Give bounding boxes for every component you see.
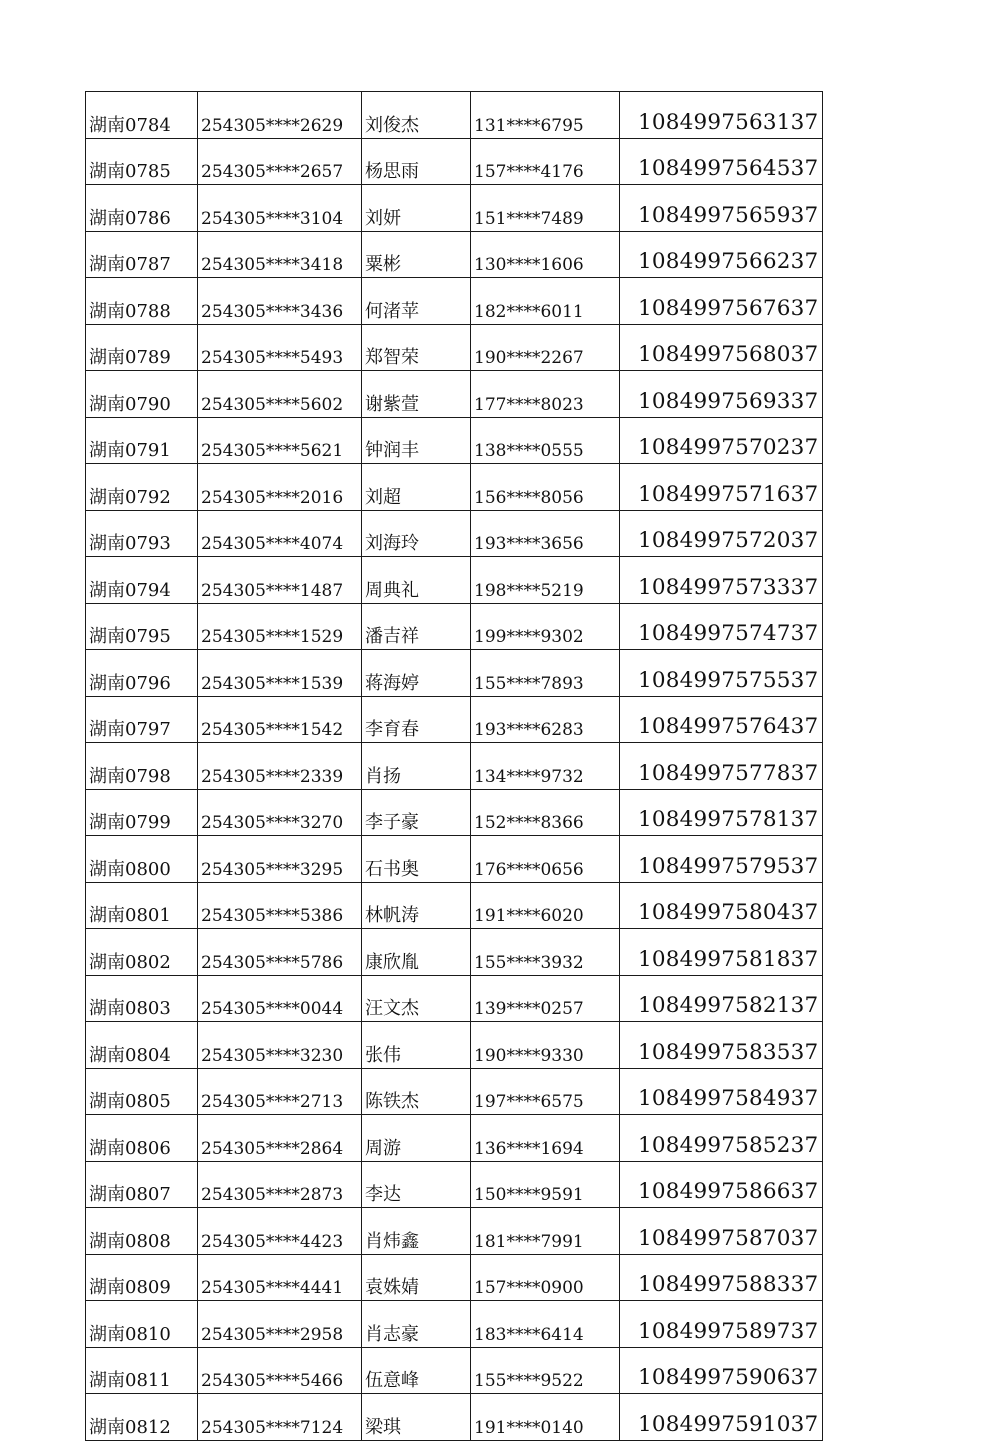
- record-code-cell: 湖南0795: [86, 603, 198, 650]
- tracking-number-cell: 1084997566237: [620, 231, 823, 278]
- person-name-cell: 潘吉祥: [362, 603, 471, 650]
- table-row: [86, 92, 823, 139]
- masked-id-cell: 254305****4423: [198, 1208, 362, 1255]
- tracking-number-cell: 1084997590637: [620, 1347, 823, 1394]
- masked-id-cell: 254305****2864: [198, 1115, 362, 1162]
- table-row: [86, 464, 823, 511]
- record-code-cell: 湖南0786: [86, 185, 198, 232]
- table-row: [86, 789, 823, 836]
- record-code-cell: 湖南0785: [86, 138, 198, 185]
- tracking-number-cell: 1084997563137: [620, 92, 823, 139]
- masked-id-cell: 254305****1487: [198, 557, 362, 604]
- masked-phone-cell: 181****7991: [471, 1208, 620, 1255]
- masked-phone-cell: 136****1694: [471, 1115, 620, 1162]
- masked-phone-cell: 138****0555: [471, 417, 620, 464]
- table-row: [86, 975, 823, 1022]
- masked-phone-cell: 134****9732: [471, 743, 620, 790]
- tracking-number-cell: 1084997571637: [620, 464, 823, 511]
- tracking-number-cell: 1084997582137: [620, 975, 823, 1022]
- person-name-cell: 康欣胤: [362, 929, 471, 976]
- person-name-cell: 谢紫萱: [362, 371, 471, 418]
- masked-id-cell: 254305****3295: [198, 836, 362, 883]
- masked-phone-cell: 198****5219: [471, 557, 620, 604]
- table-row: [86, 1115, 823, 1162]
- masked-phone-cell: 157****4176: [471, 138, 620, 185]
- person-name-cell: 郑智荣: [362, 324, 471, 371]
- tracking-number-cell: 1084997588337: [620, 1254, 823, 1301]
- person-name-cell: 林帆涛: [362, 882, 471, 929]
- masked-phone-cell: 157****0900: [471, 1254, 620, 1301]
- table-row: [86, 1394, 823, 1441]
- table-row: [86, 138, 823, 185]
- tracking-number-cell: 1084997580437: [620, 882, 823, 929]
- tracking-number-cell: 1084997589737: [620, 1301, 823, 1348]
- masked-id-cell: 254305****5386: [198, 882, 362, 929]
- record-code-cell: 湖南0796: [86, 650, 198, 697]
- person-name-cell: 刘海玲: [362, 510, 471, 557]
- person-name-cell: 李子豪: [362, 789, 471, 836]
- masked-id-cell: 254305****2713: [198, 1068, 362, 1115]
- masked-phone-cell: 182****6011: [471, 278, 620, 325]
- table-row: [86, 1022, 823, 1069]
- record-code-cell: 湖南0793: [86, 510, 198, 557]
- masked-phone-cell: 193****3656: [471, 510, 620, 557]
- tracking-number-cell: 1084997586637: [620, 1161, 823, 1208]
- masked-id-cell: 254305****5493: [198, 324, 362, 371]
- table-row: [86, 1254, 823, 1301]
- masked-phone-cell: 193****6283: [471, 696, 620, 743]
- person-name-cell: 陈铁杰: [362, 1068, 471, 1115]
- masked-phone-cell: 190****2267: [471, 324, 620, 371]
- tracking-number-cell: 1084997575537: [620, 650, 823, 697]
- record-code-cell: 湖南0811: [86, 1347, 198, 1394]
- masked-phone-cell: 150****9591: [471, 1161, 620, 1208]
- masked-id-cell: 254305****2629: [198, 92, 362, 139]
- record-code-cell: 湖南0794: [86, 557, 198, 604]
- person-name-cell: 伍意峰: [362, 1347, 471, 1394]
- table-row: [86, 510, 823, 557]
- record-code-cell: 湖南0805: [86, 1068, 198, 1115]
- table-row: [86, 1068, 823, 1115]
- masked-id-cell: 254305****2958: [198, 1301, 362, 1348]
- masked-id-cell: 254305****4074: [198, 510, 362, 557]
- person-name-cell: 蒋海婷: [362, 650, 471, 697]
- person-name-cell: 肖扬: [362, 743, 471, 790]
- tracking-number-cell: 1084997568037: [620, 324, 823, 371]
- person-name-cell: 梁琪: [362, 1394, 471, 1441]
- table-row: [86, 882, 823, 929]
- record-code-cell: 湖南0800: [86, 836, 198, 883]
- record-code-cell: 湖南0791: [86, 417, 198, 464]
- masked-phone-cell: 155****9522: [471, 1347, 620, 1394]
- masked-phone-cell: 199****9302: [471, 603, 620, 650]
- tracking-number-cell: 1084997583537: [620, 1022, 823, 1069]
- tracking-number-cell: 1084997584937: [620, 1068, 823, 1115]
- tracking-number-cell: 1084997587037: [620, 1208, 823, 1255]
- masked-id-cell: 254305****4441: [198, 1254, 362, 1301]
- tracking-number-cell: 1084997576437: [620, 696, 823, 743]
- table-row: [86, 371, 823, 418]
- tracking-number-cell: 1084997579537: [620, 836, 823, 883]
- person-name-cell: 刘俊杰: [362, 92, 471, 139]
- masked-id-cell: 254305****3104: [198, 185, 362, 232]
- table-row: [86, 929, 823, 976]
- tracking-number-cell: 1084997574737: [620, 603, 823, 650]
- table-row: [86, 603, 823, 650]
- tracking-number-cell: 1084997569337: [620, 371, 823, 418]
- masked-id-cell: 254305****5786: [198, 929, 362, 976]
- masked-id-cell: 254305****2657: [198, 138, 362, 185]
- masked-phone-cell: 191****0140: [471, 1394, 620, 1441]
- tracking-number-cell: 1084997578137: [620, 789, 823, 836]
- record-code-cell: 湖南0792: [86, 464, 198, 511]
- record-code-cell: 湖南0784: [86, 92, 198, 139]
- masked-id-cell: 254305****1542: [198, 696, 362, 743]
- masked-id-cell: 254305****0044: [198, 975, 362, 1022]
- record-code-cell: 湖南0789: [86, 324, 198, 371]
- masked-id-cell: 254305****3436: [198, 278, 362, 325]
- table-row: [86, 1347, 823, 1394]
- masked-id-cell: 254305****3230: [198, 1022, 362, 1069]
- tracking-number-cell: 1084997567637: [620, 278, 823, 325]
- table-row: [86, 1161, 823, 1208]
- person-name-cell: 石书奥: [362, 836, 471, 883]
- table-row: [86, 650, 823, 697]
- masked-id-cell: 254305****7124: [198, 1394, 362, 1441]
- record-code-cell: 湖南0802: [86, 929, 198, 976]
- masked-id-cell: 254305****2339: [198, 743, 362, 790]
- record-code-cell: 湖南0803: [86, 975, 198, 1022]
- table-row: [86, 324, 823, 371]
- person-name-cell: 刘妍: [362, 185, 471, 232]
- masked-id-cell: 254305****3270: [198, 789, 362, 836]
- record-code-cell: 湖南0804: [86, 1022, 198, 1069]
- masked-id-cell: 254305****2016: [198, 464, 362, 511]
- table-row: [86, 1301, 823, 1348]
- tracking-number-cell: 1084997564537: [620, 138, 823, 185]
- masked-phone-cell: 176****0656: [471, 836, 620, 883]
- table-row: [86, 1208, 823, 1255]
- tracking-number-cell: 1084997585237: [620, 1115, 823, 1162]
- masked-phone-cell: 152****8366: [471, 789, 620, 836]
- record-code-cell: 湖南0797: [86, 696, 198, 743]
- masked-id-cell: 254305****5602: [198, 371, 362, 418]
- tracking-number-cell: 1084997572037: [620, 510, 823, 557]
- tracking-number-cell: 1084997581837: [620, 929, 823, 976]
- person-name-cell: 袁姝婧: [362, 1254, 471, 1301]
- person-name-cell: 李育春: [362, 696, 471, 743]
- person-name-cell: 杨思雨: [362, 138, 471, 185]
- tracking-number-cell: 1084997565937: [620, 185, 823, 232]
- masked-phone-cell: 191****6020: [471, 882, 620, 929]
- table-row: [86, 278, 823, 325]
- table-row: [86, 231, 823, 278]
- masked-id-cell: 254305****1529: [198, 603, 362, 650]
- records-body: [86, 92, 823, 1441]
- masked-phone-cell: 183****6414: [471, 1301, 620, 1348]
- table-row: [86, 696, 823, 743]
- record-code-cell: 湖南0801: [86, 882, 198, 929]
- table-row: [86, 185, 823, 232]
- masked-phone-cell: 156****8056: [471, 464, 620, 511]
- record-code-cell: 湖南0799: [86, 789, 198, 836]
- person-name-cell: 肖炜鑫: [362, 1208, 471, 1255]
- tracking-number-cell: 1084997573337: [620, 557, 823, 604]
- masked-phone-cell: 155****3932: [471, 929, 620, 976]
- masked-id-cell: 254305****5466: [198, 1347, 362, 1394]
- person-name-cell: 粟彬: [362, 231, 471, 278]
- masked-phone-cell: 177****8023: [471, 371, 620, 418]
- tracking-number-cell: 1084997591037: [620, 1394, 823, 1441]
- person-name-cell: 张伟: [362, 1022, 471, 1069]
- masked-phone-cell: 151****7489: [471, 185, 620, 232]
- person-name-cell: 肖志豪: [362, 1301, 471, 1348]
- person-name-cell: 钟润丰: [362, 417, 471, 464]
- masked-phone-cell: 130****1606: [471, 231, 620, 278]
- person-name-cell: 周典礼: [362, 557, 471, 604]
- record-code-cell: 湖南0788: [86, 278, 198, 325]
- masked-phone-cell: 155****7893: [471, 650, 620, 697]
- tracking-number-cell: 1084997577837: [620, 743, 823, 790]
- table-row: [86, 557, 823, 604]
- table-row: [86, 836, 823, 883]
- record-code-cell: 湖南0806: [86, 1115, 198, 1162]
- records-table: [85, 91, 823, 1441]
- masked-id-cell: 254305****5621: [198, 417, 362, 464]
- masked-phone-cell: 131****6795: [471, 92, 620, 139]
- record-code-cell: 湖南0812: [86, 1394, 198, 1441]
- masked-phone-cell: 197****6575: [471, 1068, 620, 1115]
- table-row: [86, 743, 823, 790]
- person-name-cell: 周游: [362, 1115, 471, 1162]
- person-name-cell: 刘超: [362, 464, 471, 511]
- person-name-cell: 汪文杰: [362, 975, 471, 1022]
- masked-id-cell: 254305****2873: [198, 1161, 362, 1208]
- record-code-cell: 湖南0790: [86, 371, 198, 418]
- record-code-cell: 湖南0810: [86, 1301, 198, 1348]
- record-code-cell: 湖南0809: [86, 1254, 198, 1301]
- record-code-cell: 湖南0808: [86, 1208, 198, 1255]
- person-name-cell: 何渚苹: [362, 278, 471, 325]
- masked-phone-cell: 139****0257: [471, 975, 620, 1022]
- masked-phone-cell: 190****9330: [471, 1022, 620, 1069]
- person-name-cell: 李达: [362, 1161, 471, 1208]
- record-code-cell: 湖南0807: [86, 1161, 198, 1208]
- tracking-number-cell: 1084997570237: [620, 417, 823, 464]
- masked-id-cell: 254305****1539: [198, 650, 362, 697]
- masked-id-cell: 254305****3418: [198, 231, 362, 278]
- record-code-cell: 湖南0787: [86, 231, 198, 278]
- record-code-cell: 湖南0798: [86, 743, 198, 790]
- table-row: [86, 417, 823, 464]
